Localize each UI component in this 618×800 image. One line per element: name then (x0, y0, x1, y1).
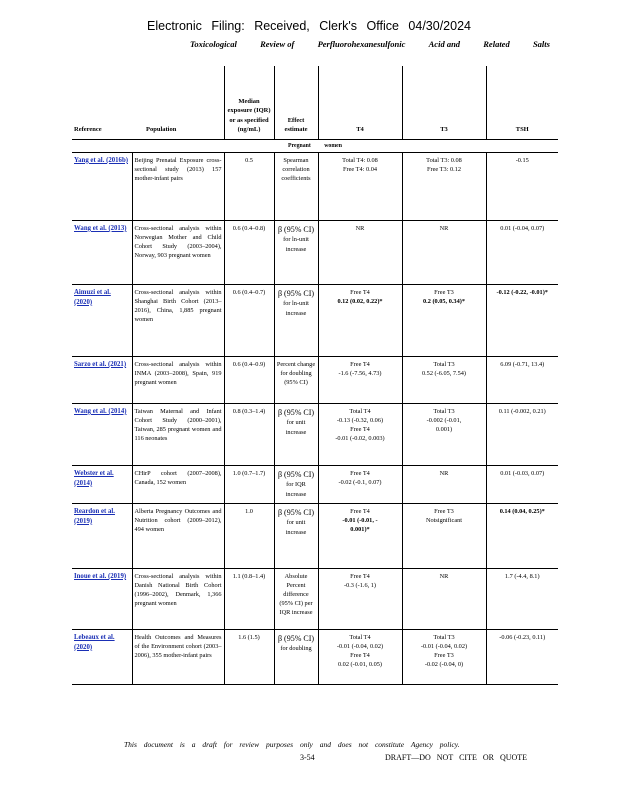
tsh-cell: 0.01 (-0.03, 0.07) (486, 465, 558, 503)
t3-value: NR (439, 469, 449, 477)
reference-cell (72, 356, 132, 403)
t3-cell (402, 465, 486, 503)
tsh-cell: 1.7 (-4.4, 8.1) (486, 568, 558, 629)
title-word: Related (483, 39, 510, 49)
tsh-cell: 0.01 (-0.04, 0.07) (486, 220, 558, 284)
t3-cell (402, 403, 486, 465)
t4-value: 0.02 (-0.01, 0.05) (337, 661, 383, 669)
t3-cell (402, 220, 486, 284)
effect-beta-label: β (95% CI) (277, 633, 315, 643)
col-header-population: Population (132, 66, 224, 139)
t4-value: Free T4 (350, 288, 370, 296)
reference-link[interactable]: Inoue et al. (2019) (74, 572, 127, 580)
document-title (190, 39, 550, 49)
population-cell: Cross-sectional analysis within INMA (2003–2008), Spain, 919 pregnant women (132, 356, 224, 403)
population-cell: Beijing Prenatal Exposure cross-sectional study (2013) 157 mother-infant pairs (132, 152, 224, 220)
t3-value: -0.002 (-0.01, (426, 417, 462, 425)
reference-cell (72, 568, 132, 629)
t4-value: Free T4 (350, 360, 370, 368)
tsh-cell: -0.12 (-0.22, -0.01)* (486, 284, 558, 356)
t4-value: Free T4 (350, 507, 370, 515)
t4-value: Total T4 (349, 633, 371, 641)
t4-value: 0.12 (0.02, 0.22)* (337, 298, 383, 306)
population-cell: Taiwan Maternal and Infant Cohort Study (2000–2001), Taiwan, 285 pregnant women and 116 neonates (132, 403, 224, 465)
t4-value: -0.13 (-0.32, 0.06) (336, 417, 384, 425)
tsh-cell: 0.11 (-0.002, 0.21) (486, 403, 558, 465)
effect-description: for unit increase (285, 519, 307, 536)
reference-cell (72, 503, 132, 568)
effect-description: for ln-unit increase (283, 300, 309, 317)
population-cell: Alberta Pregnancy Outcomes and Nutrition cohort (2009–2012), 494 women (132, 503, 224, 568)
t3-cell (402, 629, 486, 684)
reference-link[interactable]: Aimuzi et al. (2020) (74, 288, 111, 306)
effect-beta-label: β (95% CI) (277, 224, 315, 234)
effect-estimate-cell (274, 629, 318, 684)
reference-link[interactable]: Reardon et al. (2019) (74, 507, 115, 525)
t4-value: 0.001)* (350, 526, 370, 534)
page-number: 3-54 (300, 753, 315, 762)
title-word: Review of (260, 39, 295, 49)
effect-description: Percent change for doubling (95% CI) (276, 360, 316, 387)
table-row (72, 403, 558, 465)
tsh-cell: -0.15 (486, 152, 558, 220)
table-row (72, 356, 558, 403)
exposure-cell: 1.1 (0.8–1.4) (224, 568, 274, 629)
exposure-cell: 1.0 (0.7–1.7) (224, 465, 274, 503)
effect-estimate-cell (274, 356, 318, 403)
t4-cell (318, 568, 402, 629)
t4-value: Free T4 (350, 469, 370, 477)
filing-header: Electronic Filing: Received, Clerk's Office 04/30/2024 (147, 19, 471, 33)
table-row (72, 503, 558, 568)
effect-estimate-cell (274, 403, 318, 465)
table-row (72, 568, 558, 629)
t3-cell (402, 568, 486, 629)
table-row (72, 284, 558, 356)
thyroid-hormone-table (72, 66, 558, 685)
t3-value: Notsignificant (425, 517, 463, 525)
title-word: Acid and (428, 39, 461, 49)
table-row (72, 152, 558, 220)
t4-cell (318, 465, 402, 503)
exposure-cell: 0.6 (0.4–0.7) (224, 284, 274, 356)
t3-cell (402, 284, 486, 356)
table-row (72, 629, 558, 684)
col-header-effect: Effect estimate (274, 66, 318, 139)
t4-value: -0.02 (-0.1, 0.07) (338, 479, 382, 487)
t4-cell (318, 503, 402, 568)
exposure-cell: 0.6 (0.4–0.9) (224, 356, 274, 403)
t3-value: Total T3: 0.08 (426, 156, 462, 164)
reference-link[interactable]: Yang et al. (2016b) (74, 156, 128, 164)
effect-beta-label: β (95% CI) (277, 288, 315, 298)
reference-cell (72, 152, 132, 220)
t3-value: Free T3 (434, 507, 454, 515)
footer-disclaimer: This document is a draft for review purposes only and does not constitute Agency policy. (124, 740, 460, 749)
t3-value: NR (439, 224, 449, 232)
effect-estimate-cell (274, 284, 318, 356)
effect-description: for unit increase (285, 419, 307, 436)
t4-value: Free T4 (350, 572, 370, 580)
col-header-exposure: Median exposure (IQR) or as specified (ng/mL) (224, 66, 274, 139)
effect-beta-label: β (95% CI) (277, 507, 315, 517)
effect-estimate-cell (274, 568, 318, 629)
subheader-pregnant-women: Pregnant women (72, 139, 558, 152)
col-header-t3: T3 (402, 66, 486, 139)
population-cell: Health Outcomes and Measures of the Environment cohort (2003–2006), 355 mother-infant pairs (132, 629, 224, 684)
exposure-cell: 0.6 (0.4–0.8) (224, 220, 274, 284)
population-cell: Cross-sectional analysis within Norwegian Mother and Child Cohort Study (2003–2004), Norway, 903 pregnant women (132, 220, 224, 284)
effect-description: Absolute Percent difference (95% CI) per IQR increase (279, 572, 313, 617)
col-header-reference: Reference (72, 66, 132, 139)
reference-link[interactable]: Wang et al. (2013) (74, 224, 127, 232)
t4-value: Free T4 (350, 652, 370, 660)
t4-cell (318, 152, 402, 220)
t4-value: -0.3 (-1.6, 1) (343, 582, 376, 590)
exposure-cell: 0.5 (224, 152, 274, 220)
effect-estimate-cell (274, 465, 318, 503)
effect-beta-label: β (95% CI) (277, 469, 315, 479)
t3-value: -0.02 (-0.04, 0) (424, 661, 464, 669)
t4-value: -0.01 (-0.01, - (342, 517, 378, 525)
title-word: Perfluorohexanesulfonic (317, 39, 406, 49)
t4-cell (318, 403, 402, 465)
t3-cell (402, 356, 486, 403)
exposure-cell: 1.0 (224, 503, 274, 568)
reference-cell (72, 284, 132, 356)
t4-cell (318, 220, 402, 284)
reference-cell (72, 629, 132, 684)
population-cell: Cross-sectional analysis within Danish National Birth Cohort (1996–2002), Denmark, 1,366 pregnant women (132, 568, 224, 629)
t3-value: Free T3 (434, 288, 454, 296)
title-word: Salts (532, 39, 550, 49)
t3-value: Free T3 (434, 652, 454, 660)
t3-value: -0.01 (-0.04, 0.02) (420, 643, 468, 651)
col-header-tsh: TSH (486, 66, 558, 139)
t4-value: Free T4: 0.04 (343, 166, 377, 174)
effect-description: for IQR increase (285, 481, 307, 498)
effect-description: for doubling (280, 645, 312, 653)
t3-value: 0.001) (435, 426, 453, 434)
population-cell: Cross-sectional analysis within Shanghai Birth Cohort (2013–2016), China, 1,885 pregnant women (132, 284, 224, 356)
effect-description: Spearman correlation coefficients (281, 156, 311, 183)
t4-cell (318, 356, 402, 403)
effect-description: for ln-unit increase (283, 236, 309, 253)
t4-value: -0.01 (-0.04, 0.02) (336, 643, 384, 651)
effect-estimate-cell (274, 503, 318, 568)
t3-value: NR (439, 572, 449, 580)
t4-value: Free T4 (350, 426, 370, 434)
t4-value: -1.6 (-7.56, 4.73) (338, 370, 382, 378)
reference-link[interactable]: Sarzo et al. (2021) (74, 360, 127, 368)
t4-value: NR (355, 224, 365, 232)
reference-cell (72, 465, 132, 503)
reference-link[interactable]: Webster et al. (2014) (74, 469, 114, 487)
draft-notice: DRAFT—DO NOT CITE OR QUOTE (385, 753, 528, 762)
reference-cell (72, 220, 132, 284)
t4-value: Total T4 (349, 407, 371, 415)
effect-beta-label: β (95% CI) (277, 407, 315, 417)
reference-link[interactable]: Wang et al. (2014) (74, 407, 127, 415)
t3-value: 0.52 (-6.05, 7.54) (421, 370, 467, 378)
tsh-cell: -0.06 (-0.23, 0.11) (486, 629, 558, 684)
reference-cell (72, 403, 132, 465)
t3-value: Total T3 (433, 633, 455, 641)
exposure-cell: 0.8 (0.3–1.4) (224, 403, 274, 465)
effect-estimate-cell (274, 220, 318, 284)
tsh-cell: 6.09 (-0.71, 13.4) (486, 356, 558, 403)
t4-value: Total T4: 0.08 (342, 156, 378, 164)
reference-link[interactable]: Lebeaux et al. (2020) (74, 633, 115, 651)
t3-value: Total T3 (433, 407, 455, 415)
t4-cell (318, 284, 402, 356)
t3-value: Free T3: 0.12 (427, 166, 461, 174)
t3-cell (402, 503, 486, 568)
effect-estimate-cell (274, 152, 318, 220)
table-row (72, 465, 558, 503)
t4-cell (318, 629, 402, 684)
table-row (72, 220, 558, 284)
exposure-cell: 1.6 (1.5) (224, 629, 274, 684)
title-word: Toxicological (190, 39, 237, 49)
col-header-t4: T4 (318, 66, 402, 139)
t3-value: Total T3 (433, 360, 455, 368)
t3-cell (402, 152, 486, 220)
t4-value: -0.01 (-0.02, 0.003) (335, 435, 385, 443)
tsh-cell: 0.14 (0.04, 0.25)* (486, 503, 558, 568)
population-cell: CHirP cohort (2007–2008), Canada, 152 women (132, 465, 224, 503)
t3-value: 0.2 (0.05, 0.34)* (423, 298, 465, 306)
